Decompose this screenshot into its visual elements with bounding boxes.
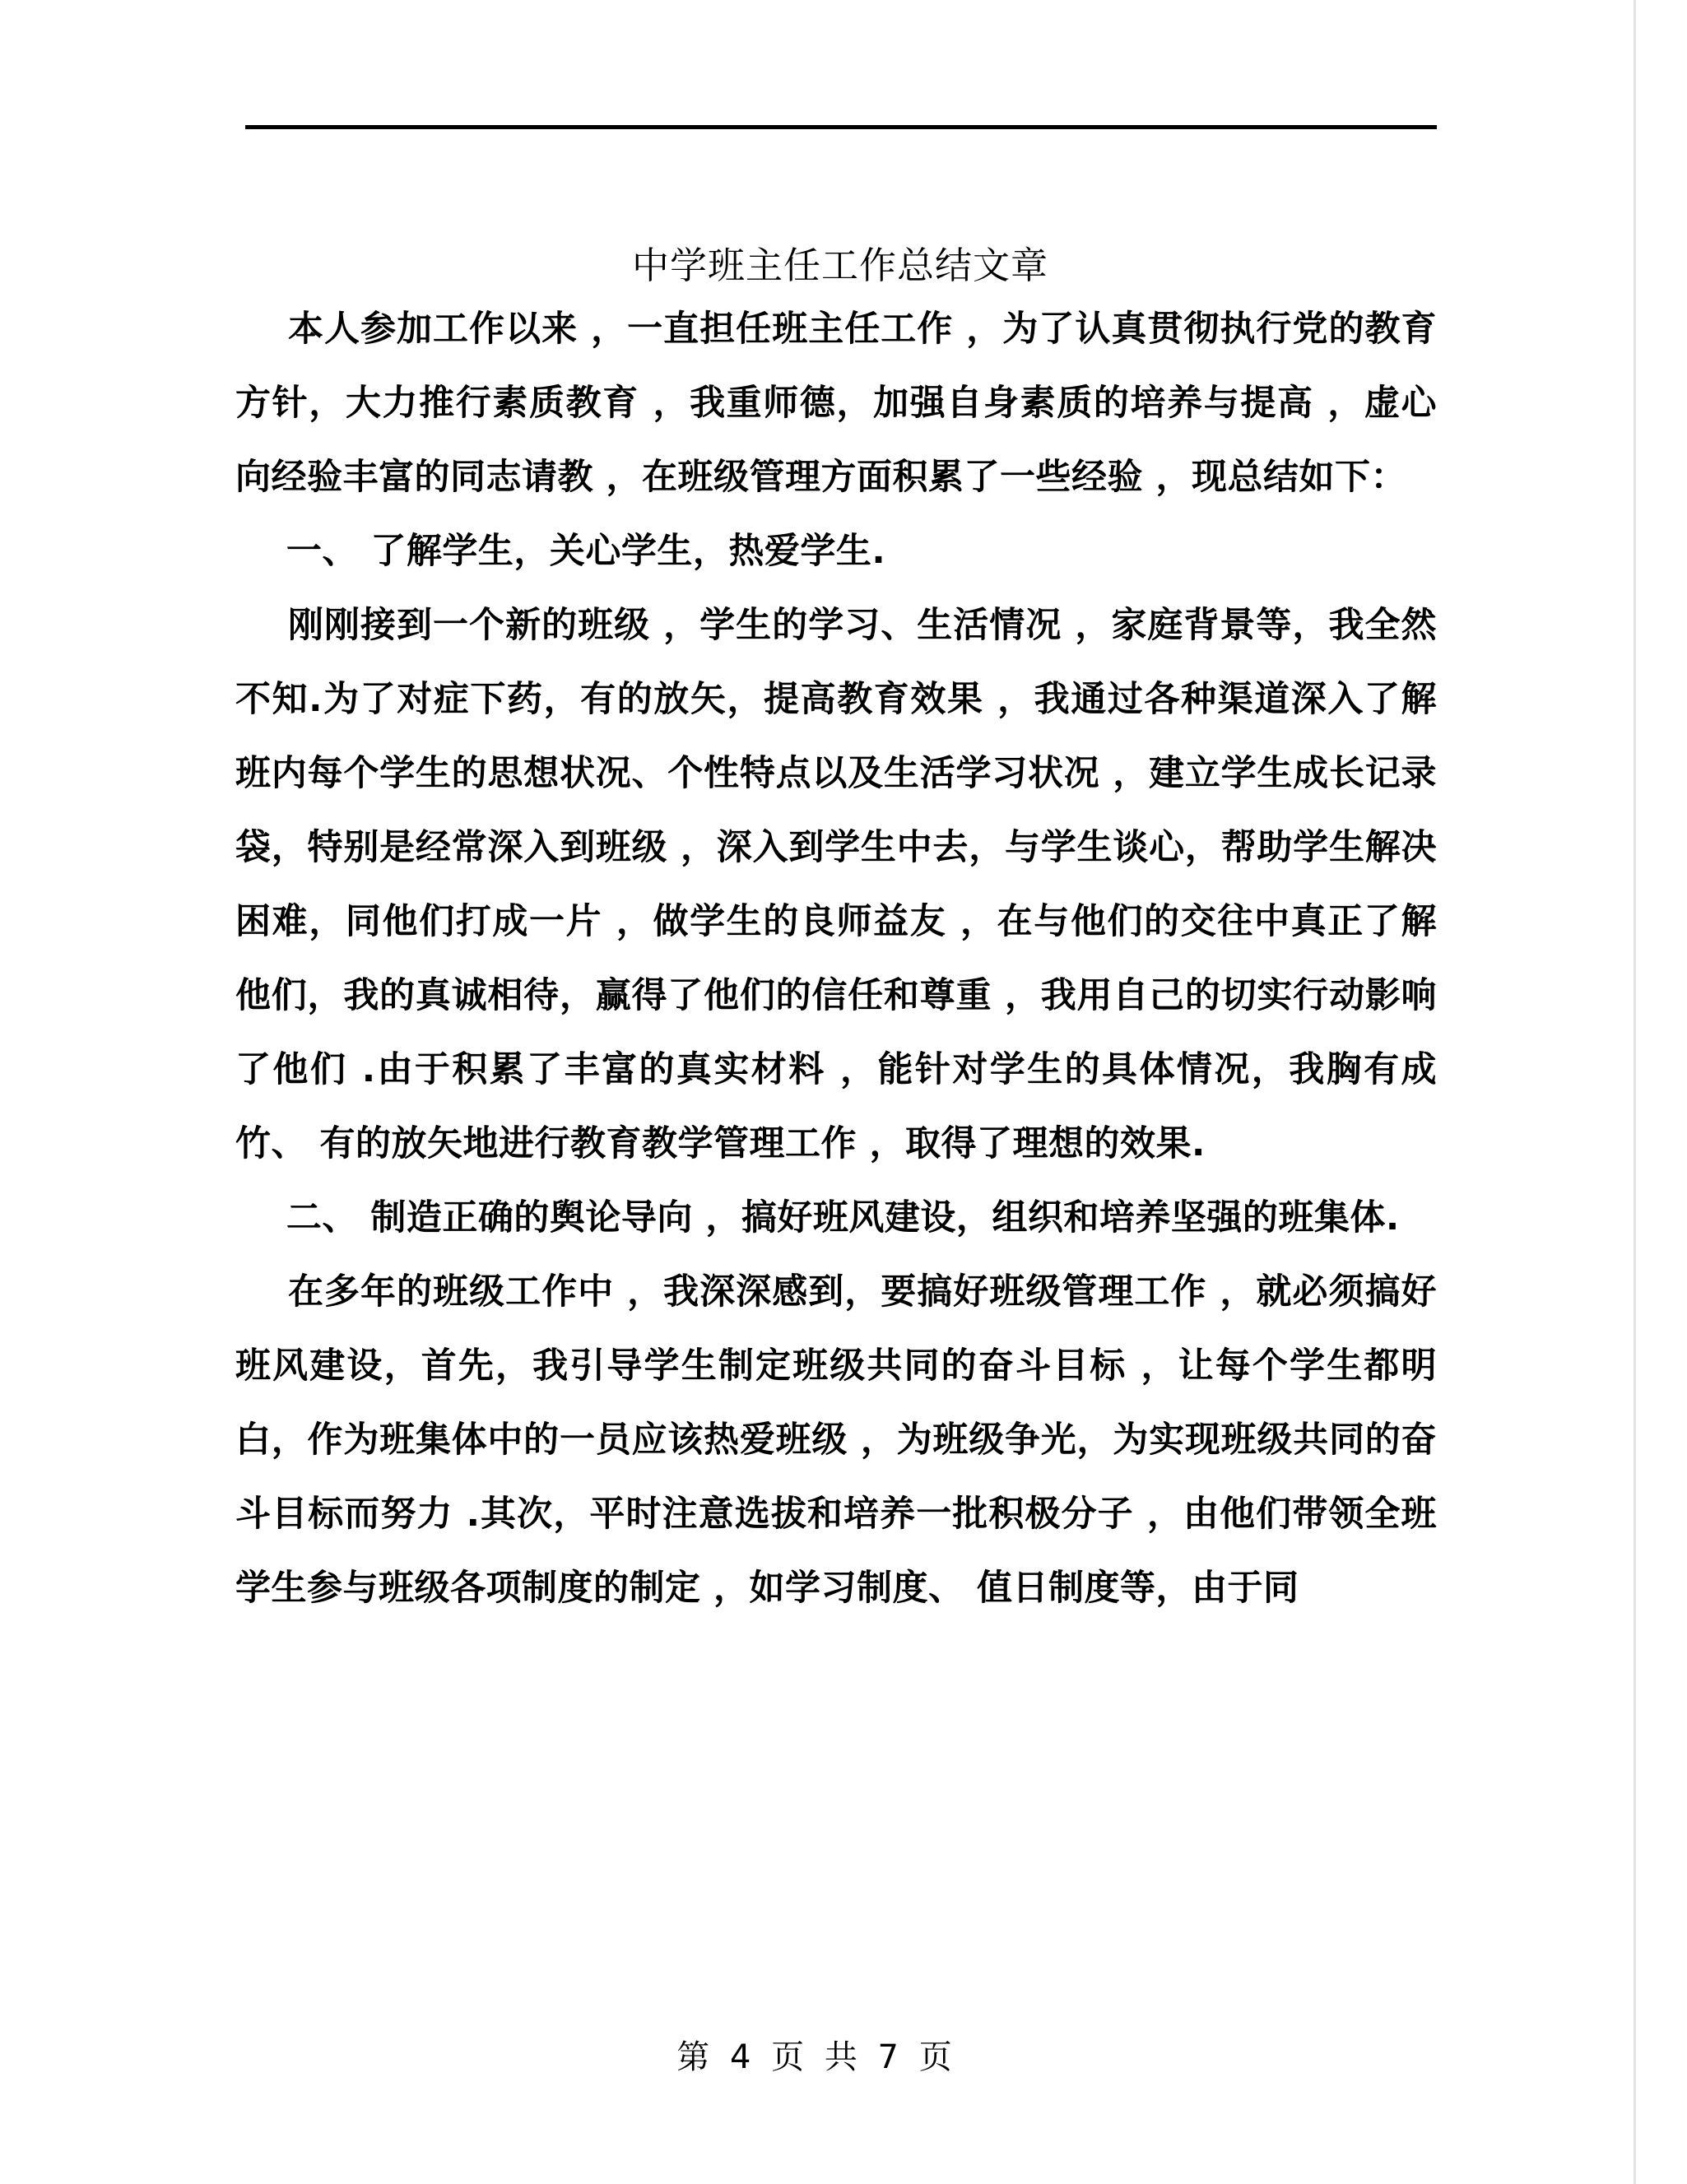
paragraph-section-one-body: 刚刚接到一个新的班级 ，学生的学习、生活情况 ，家庭背景等，我全然不知.为了对症下药，有的放矢，提高教育效果 ，我通过各种渠道深入了解班内每个学生的思想状况、个性特点以及生活学习状况 ，建立学生成长记录袋，特别是经常深入到班级 ，深入到学生中去，与学生谈心，帮助学生解决困难，同他们打成一片 ，做学生的良师益友 ，在与他们的交往中真正了解他们，我的真诚相待，赢得了他们的信任和尊重 ，我用自己的切实行动影响了他们 .由于积累了丰富的真实材料 ，能针对学生的具体情况，我胸有成竹、 有的放矢地进行教育教学管理工作 ，取得了理想的效果. bbox=[235, 605, 1437, 1164]
section-heading-two: 二、 制造正确的舆论导向 ，搞好班风建设，组织和培养坚强的班集体. bbox=[235, 1197, 1400, 1238]
paragraph-section-two-body: 在多年的班级工作中 ，我深深感到，要搞好班级管理工作 ，就必须搞好班风建设，首先，我引导学生制定班级共同的奋斗目标 ，让每个学生都明白，作为班集体中的一员应该热爱班级 ，为班级争光，为实现班级共同的奋斗目标而努力 .其次，平时注意选拔和培养一批积极分子 ，由他们带领全班学生参与班级各项制度的制定 ，如学习制度、 值日制度等，由于同 bbox=[235, 1271, 1437, 1609]
page-footer: 第 4 页 共 7 页 bbox=[676, 2038, 957, 2076]
page-title: 中学班主任工作总结文章 bbox=[631, 244, 1048, 287]
header-rule-divider bbox=[245, 125, 1437, 129]
document-body bbox=[235, 244, 1437, 1625]
section-heading-one: 一、 了解学生，关心学生，热爱学生. bbox=[235, 531, 886, 572]
paragraph-intro: 本人参加工作以来 ，一直担任班主任工作 ，为了认真贯彻执行党的教育方针，大力推行素质教育 ，我重师德，加强自身素质的培养与提高 ，虚心向经验丰富的同志请教 ，在班级管理方面积累了一些经验 ，现总结如下： bbox=[235, 309, 1437, 498]
page-edge-line bbox=[1634, 0, 1636, 2184]
